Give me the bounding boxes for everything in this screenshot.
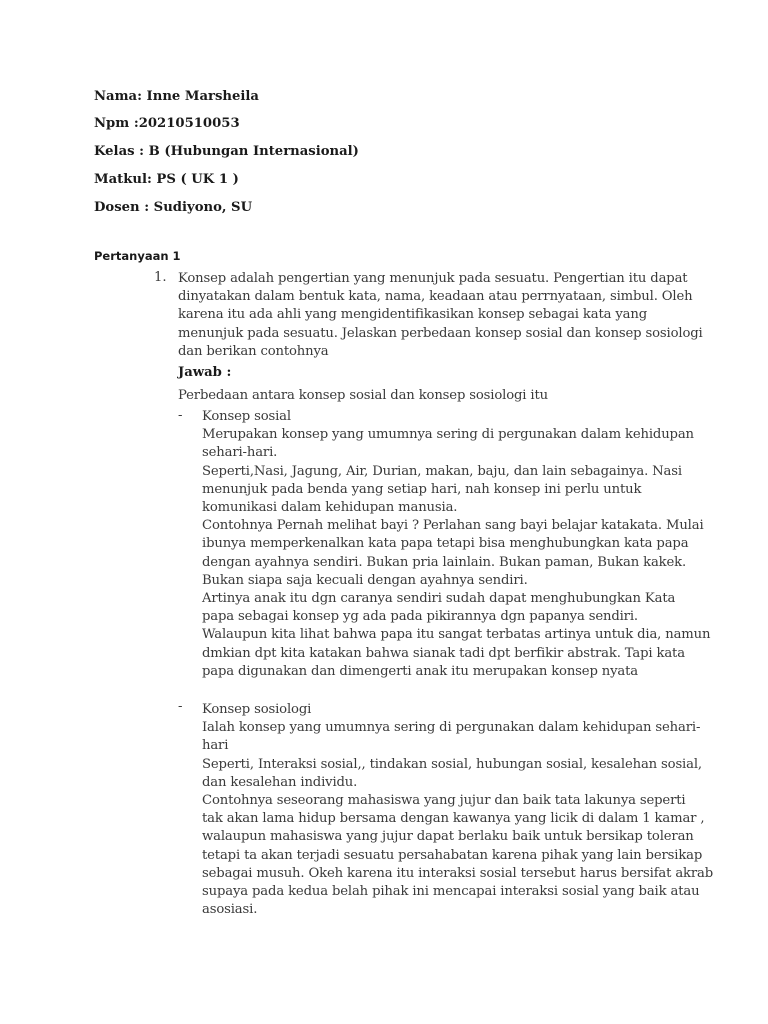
student-class: Kelas : B (Hubungan Internasional)	[94, 144, 359, 159]
question-line: dan berikan contohnya	[178, 343, 329, 359]
paragraph-line: papa digunakan dan dimengerti anak itu merupakan konsep nyata	[202, 663, 638, 679]
paragraph-line: dmkian dpt kita katakan bahwa sianak tadi dpt berfikir abstrak. Tapi kata	[202, 645, 685, 661]
paragraph-line: komunikasi dalam kehidupan manusia.	[202, 500, 458, 516]
paragraph-line: sebagai musuh. Okeh karena itu interaksi sosial tersebut harus bersifat akrab	[202, 865, 714, 881]
paragraph-line: papa sebagai konsep yg ada pada pikirannya dgn papanya sendiri.	[202, 609, 638, 625]
list-dash: -	[178, 699, 183, 714]
list-dash: -	[178, 408, 183, 423]
answer-intro	[178, 387, 548, 405]
paragraph-line: menunjuk pada benda yang setiap hari, nah konsep ini perlu untuk	[202, 481, 642, 497]
lecturer-name: Dosen : Sudiyono, SU	[94, 200, 253, 215]
list-item-title: Konsep sosial	[202, 409, 291, 424]
list-item-konsep-sosial	[202, 408, 710, 681]
paragraph-line: Walaupun kita lihat bahwa papa itu sangat terbatas artinya untuk dia, namun	[202, 627, 711, 643]
paragraph-line: tak akan lama hidup bersama dengan kawanya yang licik di dalam 1 kamar ,	[202, 811, 705, 827]
paragraph-line: sehari-hari.	[202, 445, 278, 461]
paragraph-line: Ialah konsep yang umumnya sering di pergunakan dalam kehidupan sehari-	[202, 720, 701, 736]
paragraph-line: supaya pada kedua belah pihak ini mencapai interaksi sosial yang baik atau	[202, 884, 700, 900]
paragraph-line: hari	[202, 738, 229, 754]
question-line: dinyatakan dalam bentuk kata, nama, keadaan atau perrnyataan, simbul. Oleh	[178, 289, 693, 305]
paragraph-line: Merupakan konsep yang umumnya sering di pergunakan dalam kehidupan	[202, 427, 694, 443]
paragraph-line: asosiasi.	[202, 902, 258, 918]
paragraph-line: tetapi ta akan terjadi sesuatu persahabatan karena pihak yang lain bersikap	[202, 847, 703, 863]
section-title: Pertanyaan 1	[94, 249, 181, 263]
answer-label: Jawab :	[178, 365, 232, 380]
paragraph-line: Seperti, Interaksi sosial,, tindakan sosial, hubungan sosial, kesalehan sosial,	[202, 756, 702, 772]
paragraph-line: dan kesalehan individu.	[202, 774, 358, 790]
list-item-title: Konsep sosiologi	[202, 702, 312, 717]
student-name: Nama: Inne Marsheila	[94, 89, 259, 104]
list-item-konsep-sosiologi	[202, 701, 713, 919]
paragraph-line: Artinya anak itu dgn caranya sendiri sudah dapat menghubungkan Kata	[202, 591, 676, 607]
paragraph-line: ibunya memperkenalkan kata papa tetapi bisa menghubungkan kata papa	[202, 536, 689, 552]
paragraph-line: Contohnya Pernah melihat bayi ? Perlahan sang bayi belajar katakata. Mulai	[202, 518, 704, 534]
course-name: Matkul: PS ( UK 1 )	[94, 172, 239, 187]
question-line: menunjuk pada sesuatu. Jelaskan perbedaan konsep sosial dan konsep sosiologi	[178, 325, 703, 341]
paragraph-line: Bukan siapa saja kecuali dengan ayahnya sendiri.	[202, 572, 528, 588]
question-line: Konsep adalah pengertian yang menunjuk pada sesuatu. Pengertian itu dapat	[178, 271, 688, 286]
paragraph-line: dengan ayahnya sendiri. Bukan pria lainlain. Bukan paman, Bukan kakek.	[202, 554, 687, 570]
question-number: 1.	[154, 270, 167, 285]
paragraph-line: Contohnya seseorang mahasiswa yang jujur dan baik tata lakunya seperti	[202, 793, 686, 809]
paragraph-line: Seperti,Nasi, Jagung, Air, Durian, makan, baju, dan lain sebagainya. Nasi	[202, 463, 682, 479]
student-npm: Npm :20210510053	[94, 116, 240, 131]
question-text	[178, 270, 703, 361]
question-line: karena itu ada ahli yang mengidentifikasikan konsep sebagai kata yang	[178, 307, 648, 323]
answer-intro-text: Perbedaan antara konsep sosial dan konsep sosiologi itu	[178, 388, 548, 403]
paragraph-line: walaupun mahasiswa yang jujur dapat berlaku baik untuk bersikap toleran	[202, 829, 694, 845]
